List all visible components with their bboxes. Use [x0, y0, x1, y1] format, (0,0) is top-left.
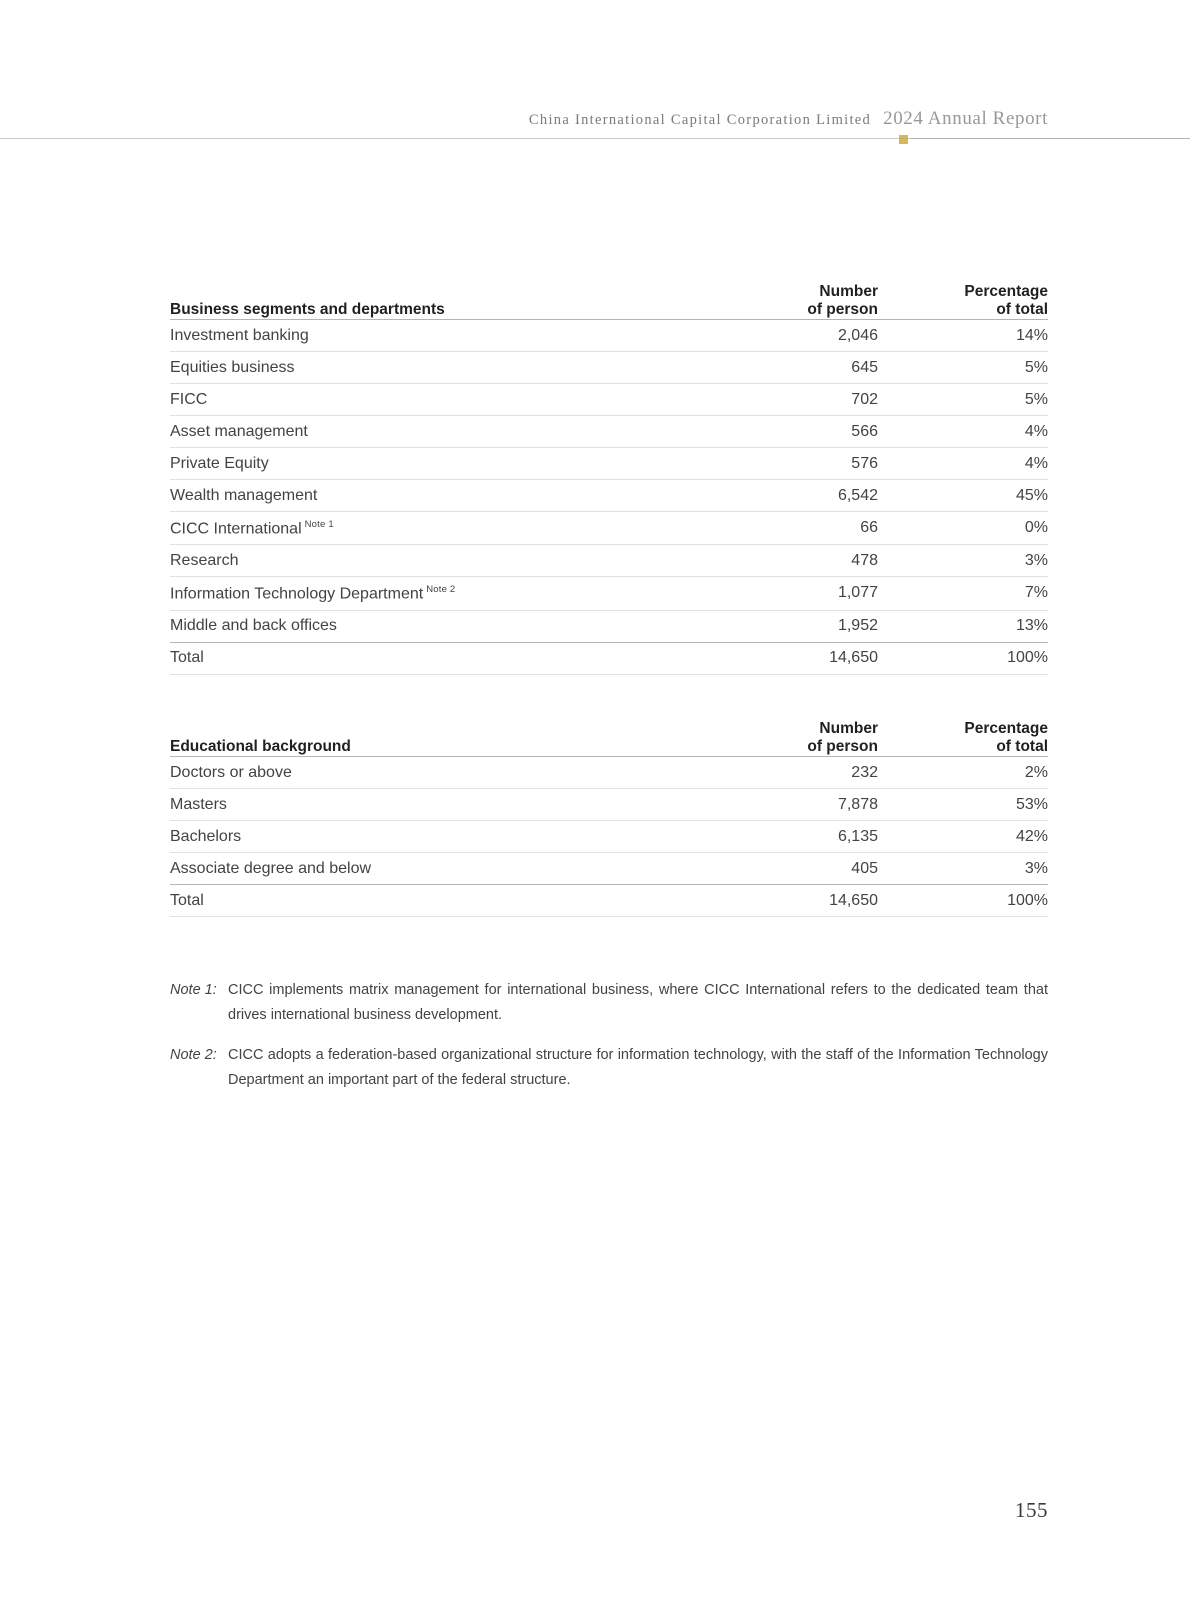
row-label-text: Wealth management — [170, 486, 318, 504]
row-percentage: 4% — [878, 448, 1048, 480]
row-label — [170, 789, 690, 821]
row-label — [170, 352, 690, 384]
row-percentage: 53% — [878, 789, 1048, 821]
table-row — [170, 545, 1048, 577]
table-row — [170, 448, 1048, 480]
row-percentage: 4% — [878, 416, 1048, 448]
table-row — [170, 512, 1048, 545]
note-item — [170, 978, 1048, 1029]
row-percentage: 7% — [878, 577, 1048, 610]
table-row — [170, 384, 1048, 416]
table-total-row — [170, 885, 1048, 917]
table-total-body — [170, 885, 1048, 917]
table-row — [170, 853, 1048, 885]
note-reference-2: Note 2 — [426, 583, 456, 595]
row-number: 478 — [690, 545, 878, 577]
notes-section — [170, 978, 1048, 1108]
row-number: 405 — [690, 853, 878, 885]
page-number: 155 — [1015, 1498, 1048, 1522]
table-header-row-2 — [170, 301, 1048, 320]
row-percentage: 14% — [878, 320, 1048, 352]
table-row — [170, 789, 1048, 821]
note-text: CICC implements matrix management for international business, where CICC International refers to the dedicated team that drives international business development. — [228, 982, 1048, 1024]
table-body — [170, 320, 1048, 643]
table-row — [170, 577, 1048, 610]
total-number: 14,650 — [690, 885, 878, 917]
row-label-text: Investment banking — [170, 326, 309, 344]
table-row — [170, 757, 1048, 789]
header-spacer — [170, 283, 690, 301]
row-label — [170, 320, 690, 352]
row-label — [170, 512, 690, 545]
row-percentage: 5% — [878, 352, 1048, 384]
row-number: 576 — [690, 448, 878, 480]
table-total-row — [170, 642, 1048, 674]
row-label-text: FICC — [170, 390, 208, 408]
row-label-text: Doctors or above — [170, 763, 292, 781]
row-number: 66 — [690, 512, 878, 545]
table-row — [170, 610, 1048, 642]
row-percentage: 42% — [878, 821, 1048, 853]
row-number: 7,878 — [690, 789, 878, 821]
header-number-line1: Number — [819, 720, 878, 737]
header-number-line1: Number — [819, 283, 878, 300]
row-label — [170, 757, 690, 789]
header-percentage-line1: Percentage — [964, 283, 1048, 300]
row-label-text: Masters — [170, 795, 227, 813]
business-segments-table-block — [170, 283, 1048, 675]
table-total-body — [170, 642, 1048, 674]
educational-background-table — [170, 720, 1048, 917]
row-label — [170, 853, 690, 885]
total-number: 14,650 — [690, 642, 878, 674]
row-percentage: 3% — [878, 545, 1048, 577]
row-percentage: 2% — [878, 757, 1048, 789]
row-percentage: 3% — [878, 853, 1048, 885]
total-percentage: 100% — [878, 885, 1048, 917]
header-square-marker-icon — [899, 135, 908, 144]
row-label — [170, 384, 690, 416]
row-number: 6,135 — [690, 821, 878, 853]
row-label-text: CICC International — [170, 519, 302, 537]
note-reference-1: Note 1 — [304, 518, 334, 530]
row-percentage: 13% — [878, 610, 1048, 642]
row-percentage: 0% — [878, 512, 1048, 545]
row-label — [170, 416, 690, 448]
header-percentage-line2: of total — [996, 301, 1048, 318]
table-row — [170, 821, 1048, 853]
row-number: 2,046 — [690, 320, 878, 352]
header-company-name: China International Capital Corporation Limited — [528, 112, 872, 128]
header-percentage-line1: Percentage — [964, 720, 1048, 737]
row-label-text: Research — [170, 551, 239, 569]
table-header-row-1 — [170, 720, 1048, 738]
table-header-row-1 — [170, 283, 1048, 301]
row-label-text: Equities business — [170, 358, 295, 376]
note-label: Note 1: — [170, 982, 217, 998]
row-number: 6,542 — [690, 480, 878, 512]
header-education-label: Educational background — [170, 738, 351, 755]
table-body — [170, 757, 1048, 885]
row-number: 232 — [690, 757, 878, 789]
header-spacer — [170, 720, 690, 738]
table-row — [170, 320, 1048, 352]
header-divider-accent — [910, 138, 1190, 139]
row-label-text: Asset management — [170, 422, 308, 440]
row-label — [170, 448, 690, 480]
educational-background-table-block — [170, 720, 1048, 917]
row-number: 645 — [690, 352, 878, 384]
row-number: 566 — [690, 416, 878, 448]
table-row — [170, 480, 1048, 512]
header-report-title: 2024 Annual Report — [883, 108, 1048, 129]
row-label — [170, 480, 690, 512]
row-label — [170, 577, 690, 610]
header-segments-label: Business segments and departments — [170, 301, 445, 318]
row-number: 1,077 — [690, 577, 878, 610]
row-label-text: Bachelors — [170, 827, 242, 845]
row-label-text: Associate degree and below — [170, 859, 372, 877]
table-head — [170, 283, 1048, 320]
table-row — [170, 352, 1048, 384]
table-header-row-2 — [170, 738, 1048, 757]
row-label — [170, 610, 690, 642]
page-header — [0, 108, 1190, 148]
business-segments-table — [170, 283, 1048, 675]
table-head — [170, 720, 1048, 757]
note-text: CICC adopts a federation-based organizational structure for information technology, with the staff of the Information Technology Department an important part of the federal structure. — [228, 1046, 1048, 1089]
total-label: Total — [170, 642, 690, 674]
note-label: Note 2: — [170, 1046, 217, 1063]
table-row — [170, 416, 1048, 448]
row-number: 1,952 — [690, 610, 878, 642]
row-label — [170, 545, 690, 577]
total-percentage: 100% — [878, 642, 1048, 674]
row-percentage: 5% — [878, 384, 1048, 416]
row-label-text: Information Technology Department — [170, 585, 424, 603]
row-label-text: Private Equity — [170, 454, 269, 472]
header-number-line2: of person — [807, 301, 878, 318]
header-percentage-line2: of total — [996, 738, 1048, 755]
row-label — [170, 821, 690, 853]
row-percentage: 45% — [878, 480, 1048, 512]
row-number: 702 — [690, 384, 878, 416]
header-number-line2: of person — [807, 738, 878, 755]
note-item — [170, 1043, 1048, 1094]
header-text — [529, 108, 1048, 130]
total-label: Total — [170, 885, 690, 917]
row-label-text: Middle and back offices — [170, 617, 337, 635]
